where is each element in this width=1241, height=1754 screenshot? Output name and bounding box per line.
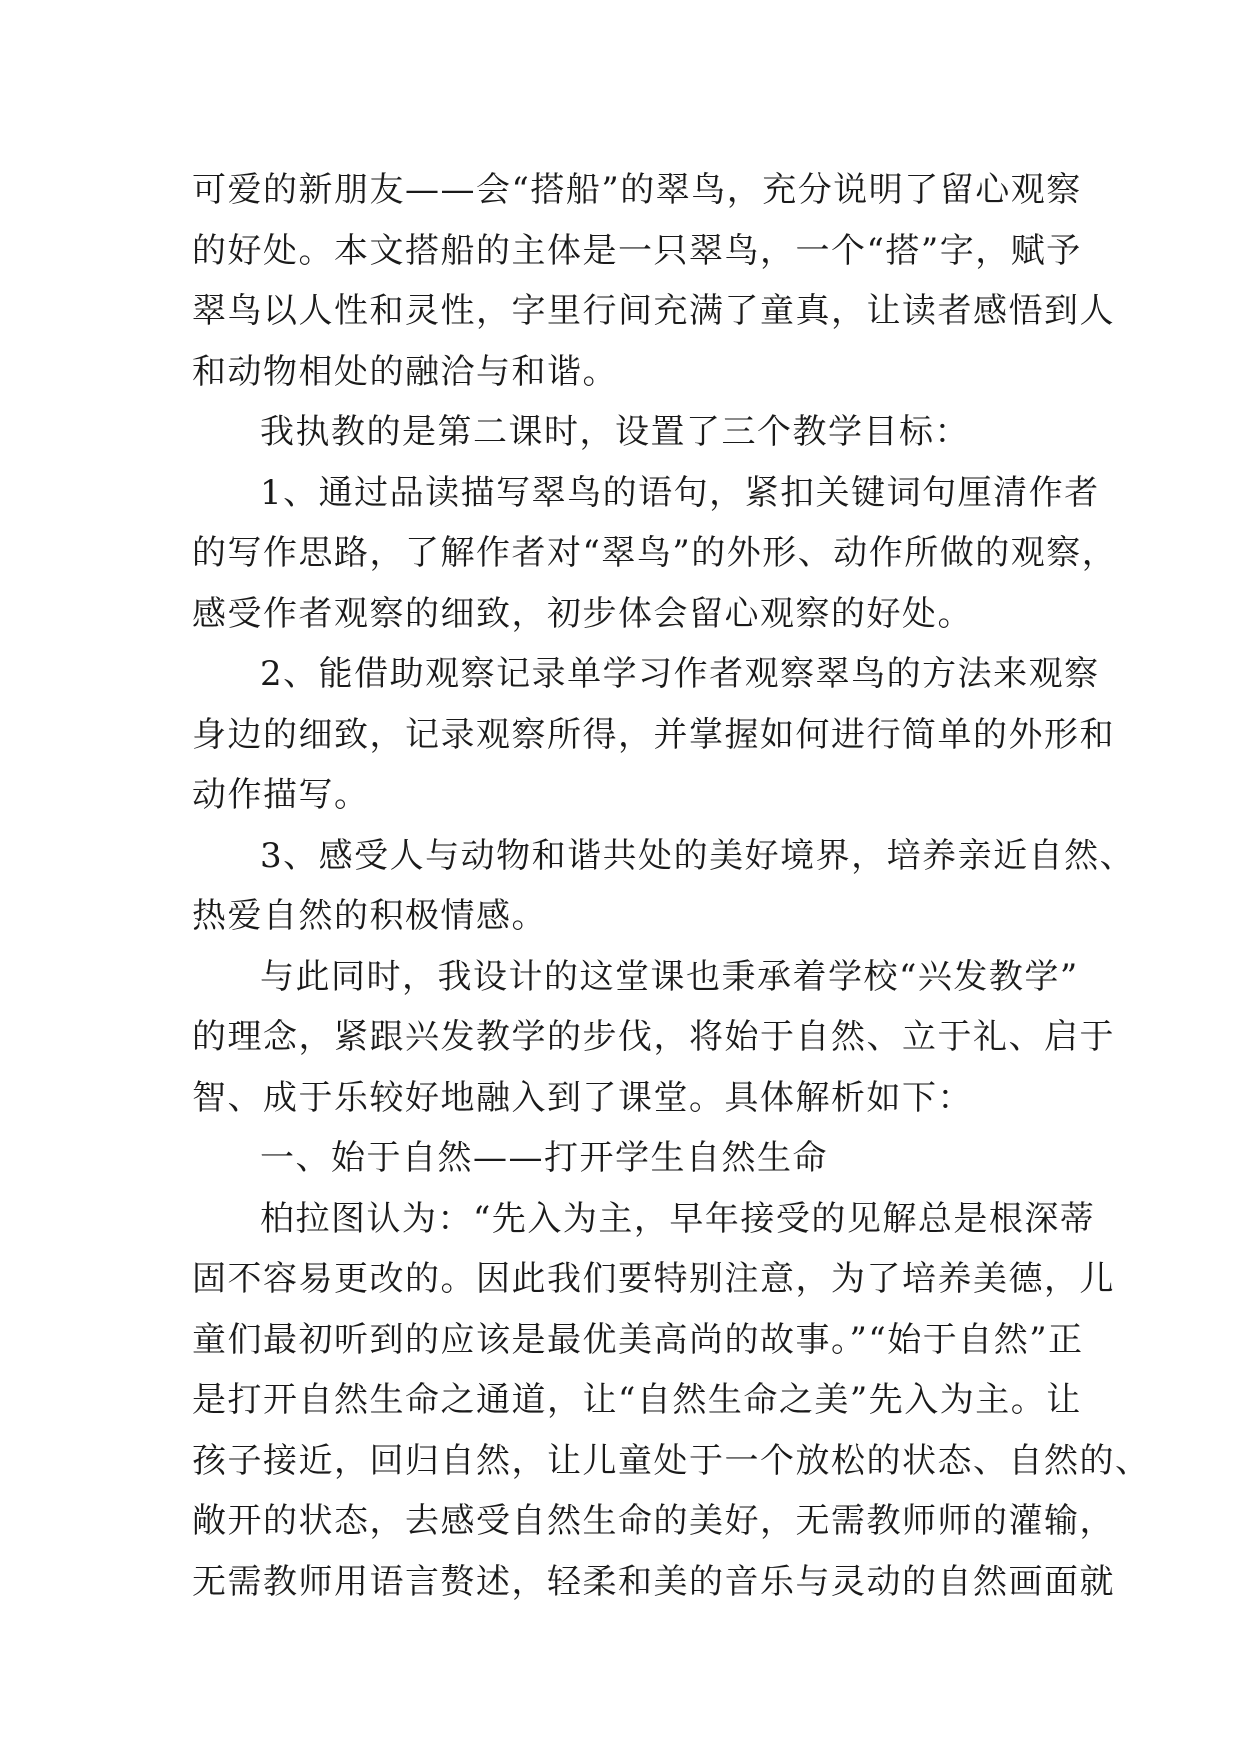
text-line: 我执教的是第二课时，设置了三个教学目标： bbox=[260, 412, 970, 452]
section-heading: 一、始于自然——打开学生自然生命 bbox=[260, 1138, 828, 1178]
body-text bbox=[192, 160, 1151, 1612]
text-line: 身边的细致，记录观察所得，并掌握如何进行简单的外形和 bbox=[192, 714, 1115, 755]
text-line: 的理念，紧跟兴发教学的步伐，将始于自然、立于礼、启于 bbox=[192, 1017, 1115, 1057]
text-line: 孩子接近，回归自然，让儿童处于一个放松的状态、自然的、 bbox=[192, 1440, 1151, 1481]
text-line: 3、感受人与动物和谐共处的美好境界，培养亲近自然、 bbox=[260, 835, 1136, 876]
text-line: 智、成于乐较好地融入到了课堂。具体解析如下： bbox=[192, 1077, 973, 1118]
text-line: 感受作者观察的细致，初步体会留心观察的好处。 bbox=[192, 593, 973, 634]
text-line: 翠鸟以人性和灵性，字里行间充满了童真，让读者感悟到人 bbox=[192, 291, 1115, 331]
text-line: 1、通过品读描写翠鸟的语句，紧扣关键词句厘清作者 bbox=[260, 472, 1100, 513]
text-line: 可爱的新朋友——会“搭船”的翠鸟，充分说明了留心观察 bbox=[192, 170, 1082, 210]
text-line: 2、能借助观察记录单学习作者观察翠鸟的方法来观察 bbox=[260, 654, 1100, 694]
text-line: 和动物相处的融洽与和谐。 bbox=[192, 351, 618, 392]
text-line: 无需教师用语言赘述，轻柔和美的音乐与灵动的自然画面就 bbox=[192, 1561, 1115, 1602]
text-line: 的好处。本文搭船的主体是一只翠鸟，一个“搭”字，赋予 bbox=[192, 230, 1082, 271]
text-line: 柏拉图认为：“先入为主，早年接受的见解总是根深蒂 bbox=[260, 1198, 1096, 1239]
text-line: 固不容易更改的。因此我们要特别注意，为了培养美德，儿 bbox=[192, 1259, 1115, 1299]
text-line: 动作描写。 bbox=[192, 775, 370, 815]
text-line: 敞开的状态，去感受自然生命的美好，无需教师师的灌输， bbox=[192, 1501, 1115, 1541]
text-line: 热爱自然的积极情感。 bbox=[192, 896, 547, 936]
text-line: 与此同时，我设计的这堂课也秉承着学校“兴发教学” bbox=[260, 956, 1079, 997]
text-line: 童们最初听到的应该是最优美高尚的故事。”“始于自然”正 bbox=[192, 1319, 1084, 1360]
text-line: 是打开自然生命之通道，让“自然生命之美”先入为主。让 bbox=[192, 1380, 1082, 1420]
text-line: 的写作思路，了解作者对“翠鸟”的外形、动作所做的观察， bbox=[192, 533, 1118, 573]
